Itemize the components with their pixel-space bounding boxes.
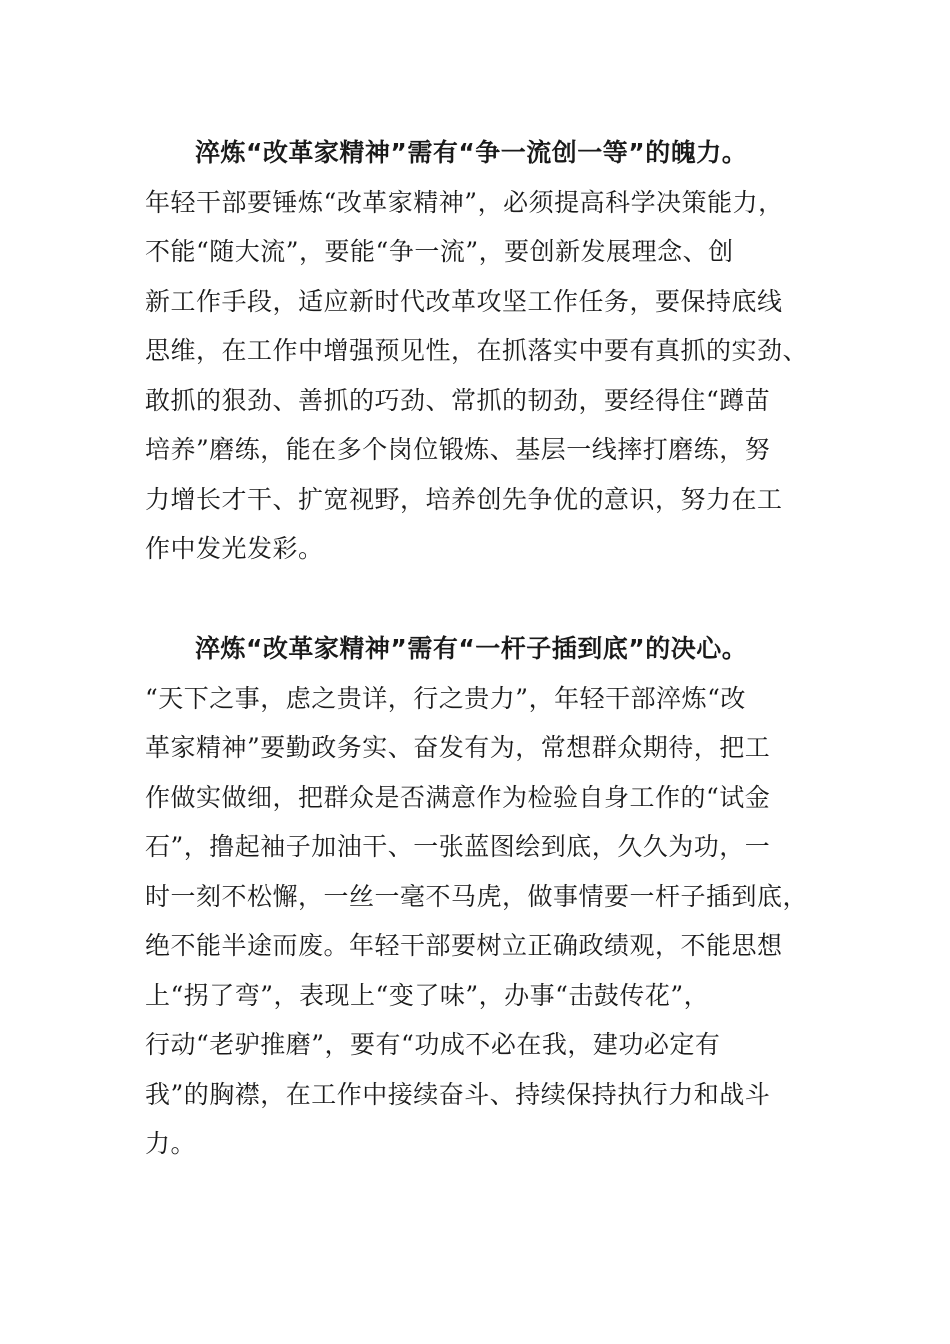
paragraph-line: 思维，在工作中增强预见性，在抓落实中要有真抓的实劲、 xyxy=(145,336,809,365)
paragraph-line: 革家精神”要勤政务实、奋发有为，常想群众期待，把工 xyxy=(145,733,771,762)
paragraph-2 xyxy=(145,624,809,1169)
paragraph-line: 作中发光发彩。 xyxy=(145,534,324,563)
paragraph-line: “天下之事，虑之贵详，行之贵力”，年轻干部淬炼“改 xyxy=(145,683,746,713)
paragraph-line: 石”，撸起袖子加油干、一张蓝图绘到底，久久为功，一 xyxy=(145,832,771,861)
paragraph-1 xyxy=(145,128,809,574)
paragraph-line: 不能“随大流”，要能“争一流”，要创新发展理念、创 xyxy=(145,237,734,266)
paragraph-line: 年轻干部要锤炼“改革家精神”，必须提高科学决策能力， xyxy=(145,187,784,217)
paragraph-line: 力。 xyxy=(145,1129,197,1158)
paragraph-heading: 淬炼“改革家精神”需有“争一流创一等”的魄力。 xyxy=(195,138,748,167)
paragraph-line: 行动“老驴推磨”，要有“功成不必在我，建功必定有 xyxy=(145,1030,721,1059)
paragraph-line: 培养”磨练，能在多个岗位锻炼、基层一线摔打磨练，努 xyxy=(145,435,771,464)
paragraph-line: 我”的胸襟，在工作中接续奋斗、持续保持执行力和战斗 xyxy=(145,1079,771,1109)
paragraph-line: 上“拐了弯”，表现上“变了味”，办事“击鼓传花”， xyxy=(145,980,710,1010)
paragraph-line: 敢抓的狠劲、善抓的巧劲、常抓的韧劲，要经得住“蹲苗 xyxy=(145,385,771,415)
paragraph-line: 力增长才干、扩宽视野，培养创先争优的意识，努力在工 xyxy=(145,484,783,514)
paragraph-line: 绝不能半途而废。年轻干部要树立正确政绩观，不能思想 xyxy=(145,931,783,960)
paragraph-line: 作做实做细，把群众是否满意作为检验自身工作的“试金 xyxy=(145,782,771,812)
paragraph-line: 新工作手段，适应新时代改革攻坚工作任务，要保持底线 xyxy=(145,286,783,316)
paragraph-heading: 淬炼“改革家精神”需有“一杆子插到底”的决心。 xyxy=(195,634,748,663)
paragraph-line: 时一刻不松懈，一丝一毫不马虎，做事情要一杆子插到底， xyxy=(145,881,809,911)
